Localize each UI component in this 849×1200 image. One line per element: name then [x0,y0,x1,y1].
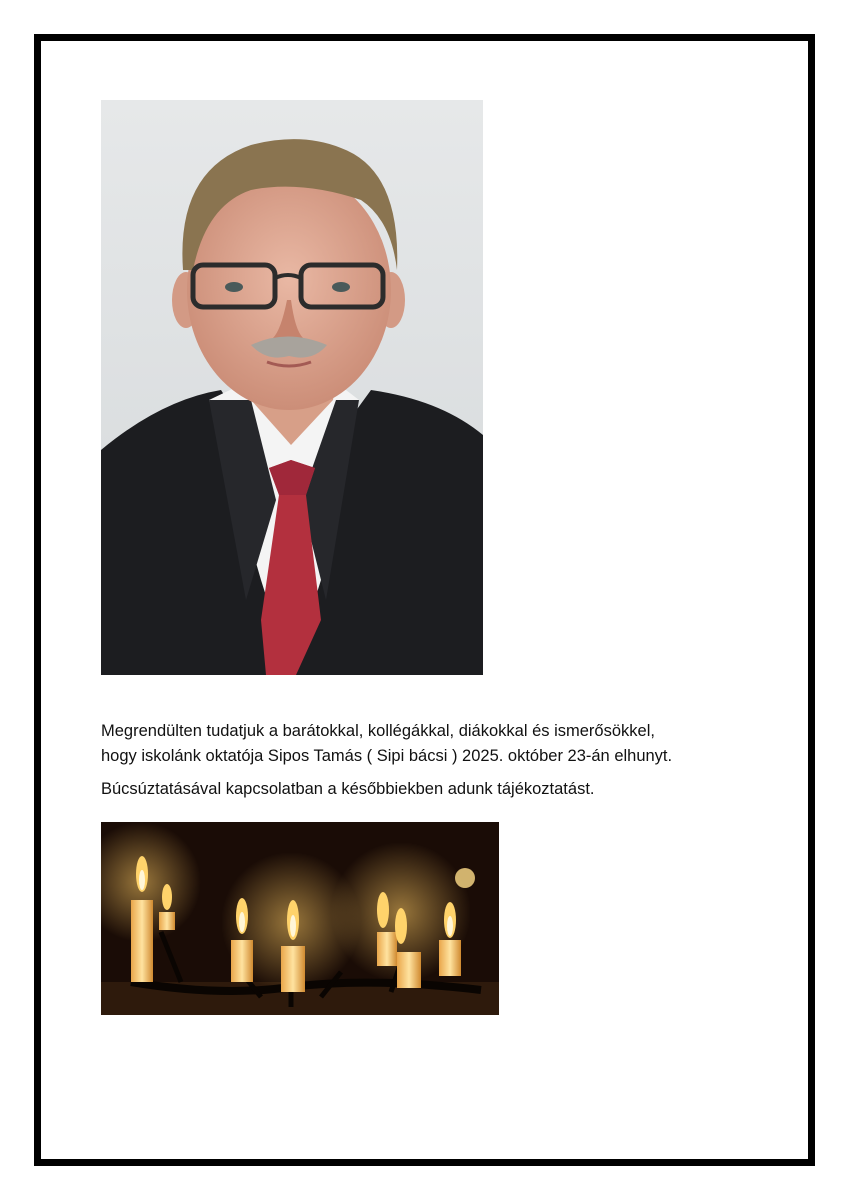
announcement-line-1: Megrendülten tudatjuk a barátokkal, kollégákkal, diákokkal és ismerősökkel, [101,722,655,740]
announcement-paragraph-1 [101,719,761,768]
announcement-line-2: hogy iskolánk oktatója Sipos Tamás ( Sipi bácsi ) 2025. október 23-án elhunyt. [101,746,673,765]
announcement-paragraph-2: Búcsúztatásával kapcsolatban a későbbiekben adunk tájékoztatást. [101,780,595,798]
portrait-photo [101,100,483,675]
candles-photo [101,822,499,1015]
announcement-text [101,719,761,802]
